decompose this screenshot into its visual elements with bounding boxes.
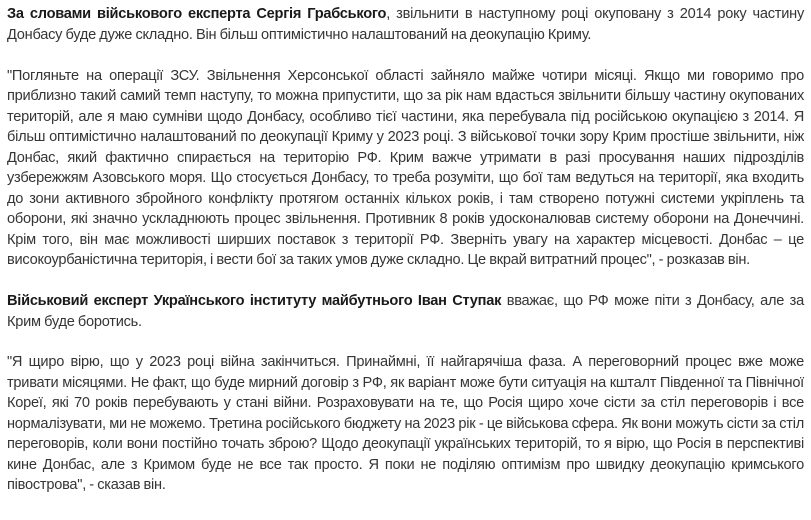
paragraph-intro-hrabskyi: [7, 4, 804, 45]
paragraph-intro-stupak: [7, 291, 804, 332]
quote-stupak: [7, 352, 804, 496]
expert-name-hrabskyi: За словами військового експерта Сергія Грабського: [7, 6, 387, 22]
paragraph-text: , звільнити в наступному році окуповану з 2014 року частину Донбасу буде дуже складно. Він більш оптимістично налаштований на деокупацію Криму.: [7, 6, 804, 43]
expert-name-stupak: Військовий експерт Українського інституту майбутнього Іван Ступак: [7, 293, 502, 309]
paragraph-text: вважає, що РФ може піти з Донбасу, але за Крим буде боротись.: [7, 293, 804, 330]
quote-hrabskyi: [7, 66, 804, 271]
quote-text: "Я щиро вірю, що у 2023 році війна закінчиться. Принаймні, її найгарячіша фаза. А переговорний процес вже може тривати місяцями. Не факт, що буде мирний договір з РФ, як варіант може бути ситуація на кшталт Південної та Північної Кореї, які 70 років перебувають у стані війни. Розраховувати на те, що Росія щиро хоче сісти за стіл переговорів і все нормалізувати, ми не можемо. Третина російського бюджету на 2023 рік - це військова сфера. Як вони можуть сісти за стіл переговорів, коли вони постійно точать зброю? Щодо деокупації українських територій, то я вірю, що Росія в перспективі кине Донбас, але з Кримом буде не все так просто. Я поки не поділяю оптимізм про швидку деокупацію кримського півострова", - сказав він.: [7, 354, 804, 493]
quote-text: "Погляньте на операції ЗСУ. Звільнення Херсонської області зайняло майже чотири місяці. Якщо ми говоримо про приблизно такий самий темп наступу, то можна припустити, що за рік нам вдасться звільнити більшу частину окупованих територій, але я маю сумніви щодо Донбасу, особливо тієї частини, яка перебувала під російською окупацією з 2014. Я більш оптимістично налаштований по деокупації Криму у 2023 році. З військової точки зору Крим простіше звільнити, ніж Донбас, який фактично спирається на територію РФ. Крим важче утримати в разі просування наших підрозділів узбережжям Азовського моря. Що стосується Донбасу, то треба розуміти, що бої там ведуться на території, яка входить до зони активного збройного конфлікту протягом останніх кількох років, і там створено потужні системи укріплень та оборони, які значно ускладнюють процес звільнення. Противник 8 років удосконалював систему оборони на Донеччині. Крім того, він має можливості ширших поставок з території РФ. Зверніть увагу на характер місцевості. Донбас – це високоурбаністична територія, і вести бої за таких умов дуже складно. Це вкрай витратний процес", - розказав він.: [7, 67, 804, 268]
